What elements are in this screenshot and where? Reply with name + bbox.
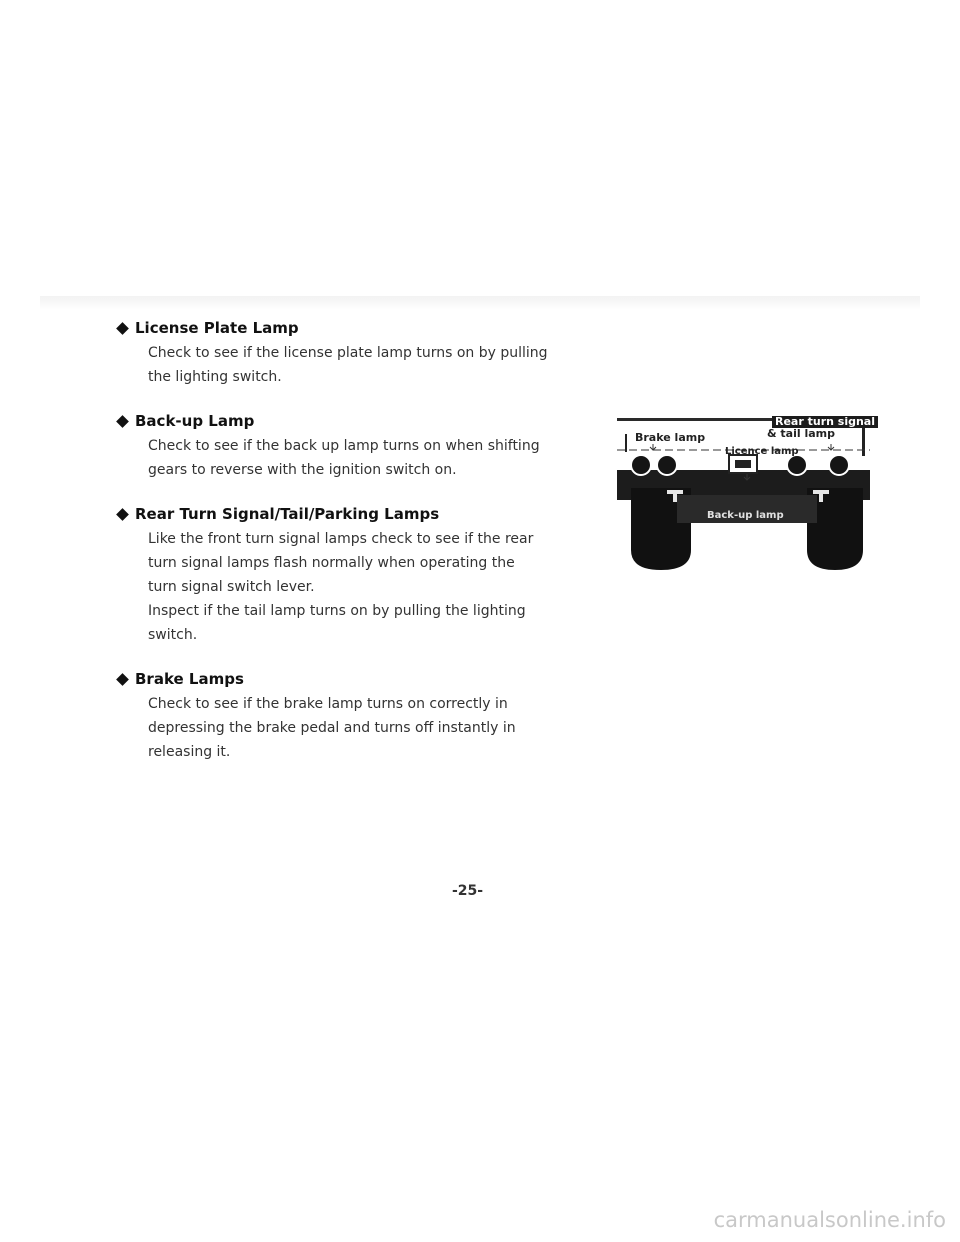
label-backup-lamp: Back-up lamp (707, 510, 784, 521)
diamond-bullet-icon (116, 508, 129, 521)
left-inner-lamp (657, 455, 677, 475)
body-text: turn signal switch lever. (148, 579, 315, 595)
section-title: Back-up Lamp (135, 412, 255, 430)
section-heading (118, 411, 568, 431)
body-text: Inspect if the tail lamp turns on by pulling the lighting (148, 603, 526, 619)
body-text: Check to see if the license plate lamp turns on by pulling (148, 345, 548, 361)
body-text: Like the front turn signal lamps check to see if the rear (148, 531, 534, 547)
section-license-plate-lamp (118, 318, 568, 389)
body-text: gears to reverse with the ignition switch on. (148, 462, 457, 478)
right-inner-lamp (787, 455, 807, 475)
right-outer-lamp (829, 455, 849, 475)
body-text: turn signal lamps flash normally when operating the (148, 555, 515, 571)
diamond-bullet-icon (116, 415, 129, 428)
edge-mark (625, 434, 627, 452)
label-tail-lamp: & tail lamp (767, 427, 836, 440)
section-heading (118, 669, 568, 689)
vehicle-rear-photo (617, 410, 875, 570)
left-hook-stem (673, 490, 677, 502)
left-outer-lamp (631, 455, 651, 475)
license-lamp-lens (735, 460, 751, 468)
body-text: releasing it. (148, 744, 231, 760)
section-brake-lamps (118, 669, 568, 764)
section-backup-lamp (118, 411, 568, 482)
label-rear-turn-signal: Rear turn signal (772, 416, 878, 428)
section-rear-turn-signal (118, 504, 568, 647)
lamp-connector (651, 463, 657, 467)
section-heading (118, 318, 568, 338)
watermark: carmanualsonline.info (713, 1208, 946, 1232)
diamond-bullet-icon (116, 322, 129, 335)
label-licence-lamp: Licence lamp (725, 446, 799, 457)
label-brake-lamp: Brake lamp (635, 431, 706, 444)
lamp-connector (813, 463, 821, 467)
text-column (118, 318, 568, 786)
section-title: License Plate Lamp (135, 319, 299, 337)
section-title: Rear Turn Signal/Tail/Parking Lamps (135, 505, 440, 523)
section-heading (118, 504, 568, 524)
page-number: -25- (452, 883, 484, 899)
scan-edge (40, 296, 920, 310)
right-hook-stem (819, 490, 823, 502)
body-text: Check to see if the back up lamp turns on when shifting (148, 438, 540, 454)
diamond-bullet-icon (116, 673, 129, 686)
section-title: Brake Lamps (135, 670, 244, 688)
body-text: switch. (148, 627, 198, 643)
body-text: Check to see if the brake lamp turns on correctly in (148, 696, 508, 712)
body-text: the lighting switch. (148, 369, 282, 385)
body-text: depressing the brake pedal and turns off instantly in (148, 720, 516, 736)
